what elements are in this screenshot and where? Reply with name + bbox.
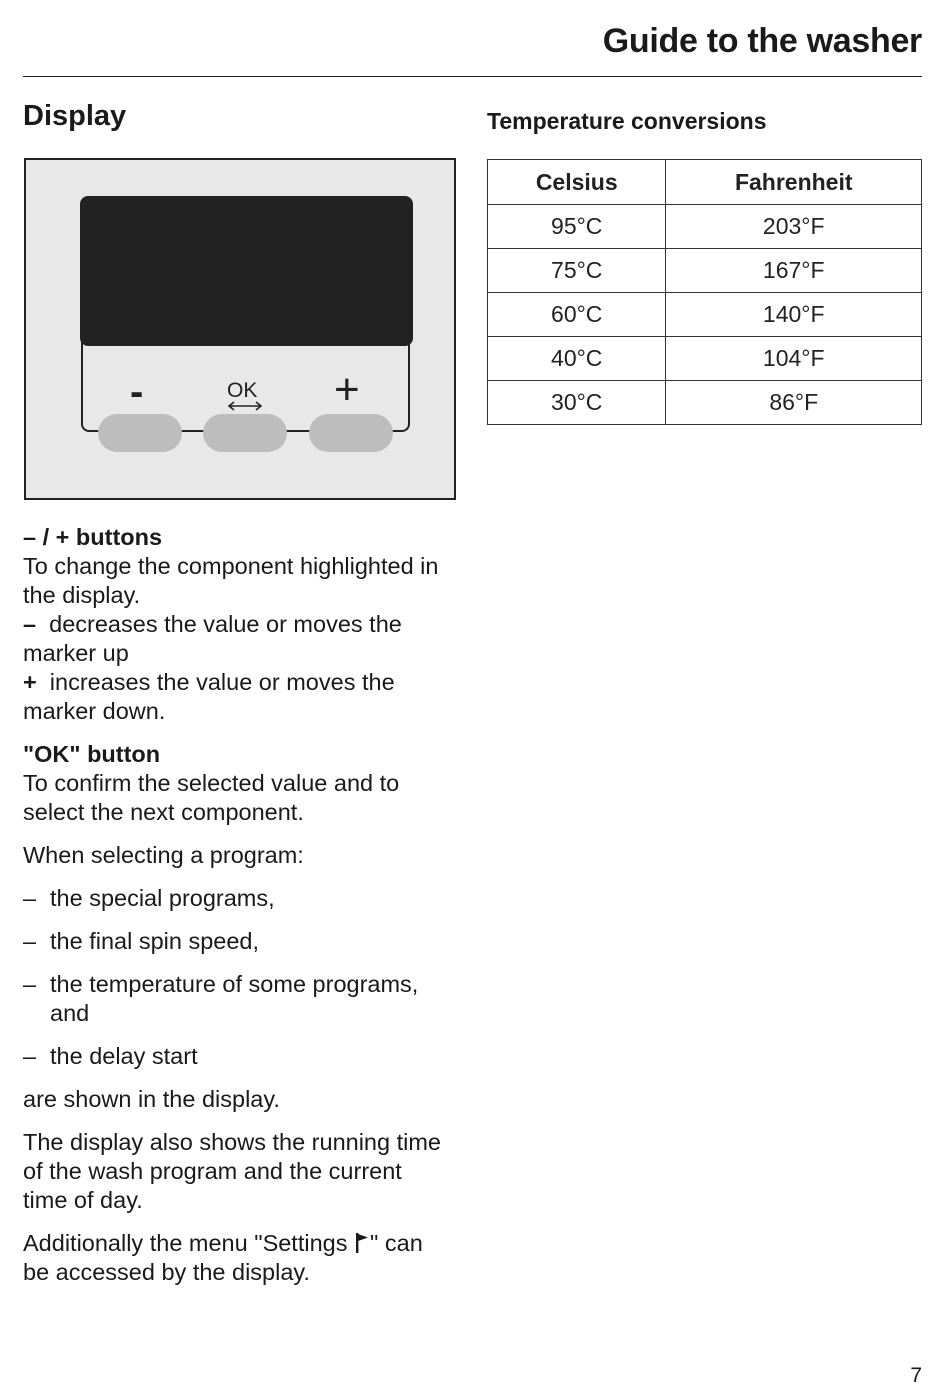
running-text: The display also shows the running time of the wash program and the current time of day. [23, 1129, 441, 1213]
ok-label: OK [227, 379, 258, 402]
ok-button-illustration [203, 414, 287, 452]
celsius-cell: 75°C [488, 249, 666, 293]
body-text [23, 523, 448, 1301]
celsius-cell: 30°C [488, 381, 666, 425]
ok-paragraph [23, 740, 448, 827]
settings-text-after: " can be accessed by the display. [23, 1230, 423, 1285]
table-row [488, 337, 922, 381]
buttons-description: To change the component highlighted in the display. [23, 553, 439, 608]
list-dash: – [23, 928, 37, 954]
shown-text: are shown in the display. [23, 1086, 280, 1112]
ok-description: To confirm the selected value and to select the next component. [23, 770, 400, 825]
list-item [23, 884, 448, 913]
display-section-title: Display [23, 100, 127, 132]
fahrenheit-cell: 104°F [666, 337, 922, 381]
ok-heading: "OK" button [23, 741, 161, 767]
temperature-conversion-table [487, 159, 922, 425]
list-dash: – [23, 1043, 37, 1069]
celsius-cell: 40°C [488, 337, 666, 381]
settings-paragraph [23, 1229, 448, 1287]
plus-description: increases the value or moves the marker down. [23, 669, 395, 724]
buttons-heading: – / + buttons [23, 524, 163, 550]
minus-label: - [130, 370, 144, 414]
list-item [23, 927, 448, 956]
table-row [488, 205, 922, 249]
minus-symbol: – [23, 611, 37, 637]
celsius-cell: 60°C [488, 293, 666, 337]
settings-text-before: Additionally the menu "Settings [23, 1230, 355, 1256]
fahrenheit-cell: 167°F [666, 249, 922, 293]
minus-button-illustration [98, 414, 182, 452]
column-header-celsius: Celsius [488, 160, 666, 205]
minus-description: decreases the value or moves the marker up [23, 611, 402, 666]
plus-button-illustration [309, 414, 393, 452]
list-item [23, 970, 448, 1028]
list-item [23, 1042, 448, 1071]
list-dash: – [23, 885, 37, 911]
program-intro: When selecting a program: [23, 842, 304, 868]
table-row [488, 249, 922, 293]
table-row [488, 293, 922, 337]
list-dash: – [23, 971, 37, 997]
celsius-cell: 95°C [488, 205, 666, 249]
table-row [488, 381, 922, 425]
list-item-text: the special programs, [50, 885, 275, 911]
buttons-paragraph [23, 523, 448, 726]
header-rule [23, 76, 922, 77]
display-screen [80, 196, 413, 346]
temperature-table-title: Temperature conversions [487, 108, 767, 134]
settings-flag-icon [355, 1232, 369, 1254]
display-panel-illustration [24, 158, 456, 500]
list-item-text: the temperature of some programs, and [50, 971, 419, 1026]
column-header-fahrenheit: Fahrenheit [666, 160, 922, 205]
fahrenheit-cell: 203°F [666, 205, 922, 249]
list-item-text: the delay start [50, 1043, 198, 1069]
fahrenheit-cell: 140°F [666, 293, 922, 337]
double-arrow-icon [226, 400, 264, 412]
list-item-text: the final spin speed, [50, 928, 260, 954]
table-header-row [488, 160, 922, 205]
fahrenheit-cell: 86°F [666, 381, 922, 425]
page-number: 7 [910, 1364, 922, 1387]
plus-label: + [334, 365, 360, 414]
plus-symbol: + [23, 669, 37, 695]
page-header-title: Guide to the washer [602, 22, 922, 60]
